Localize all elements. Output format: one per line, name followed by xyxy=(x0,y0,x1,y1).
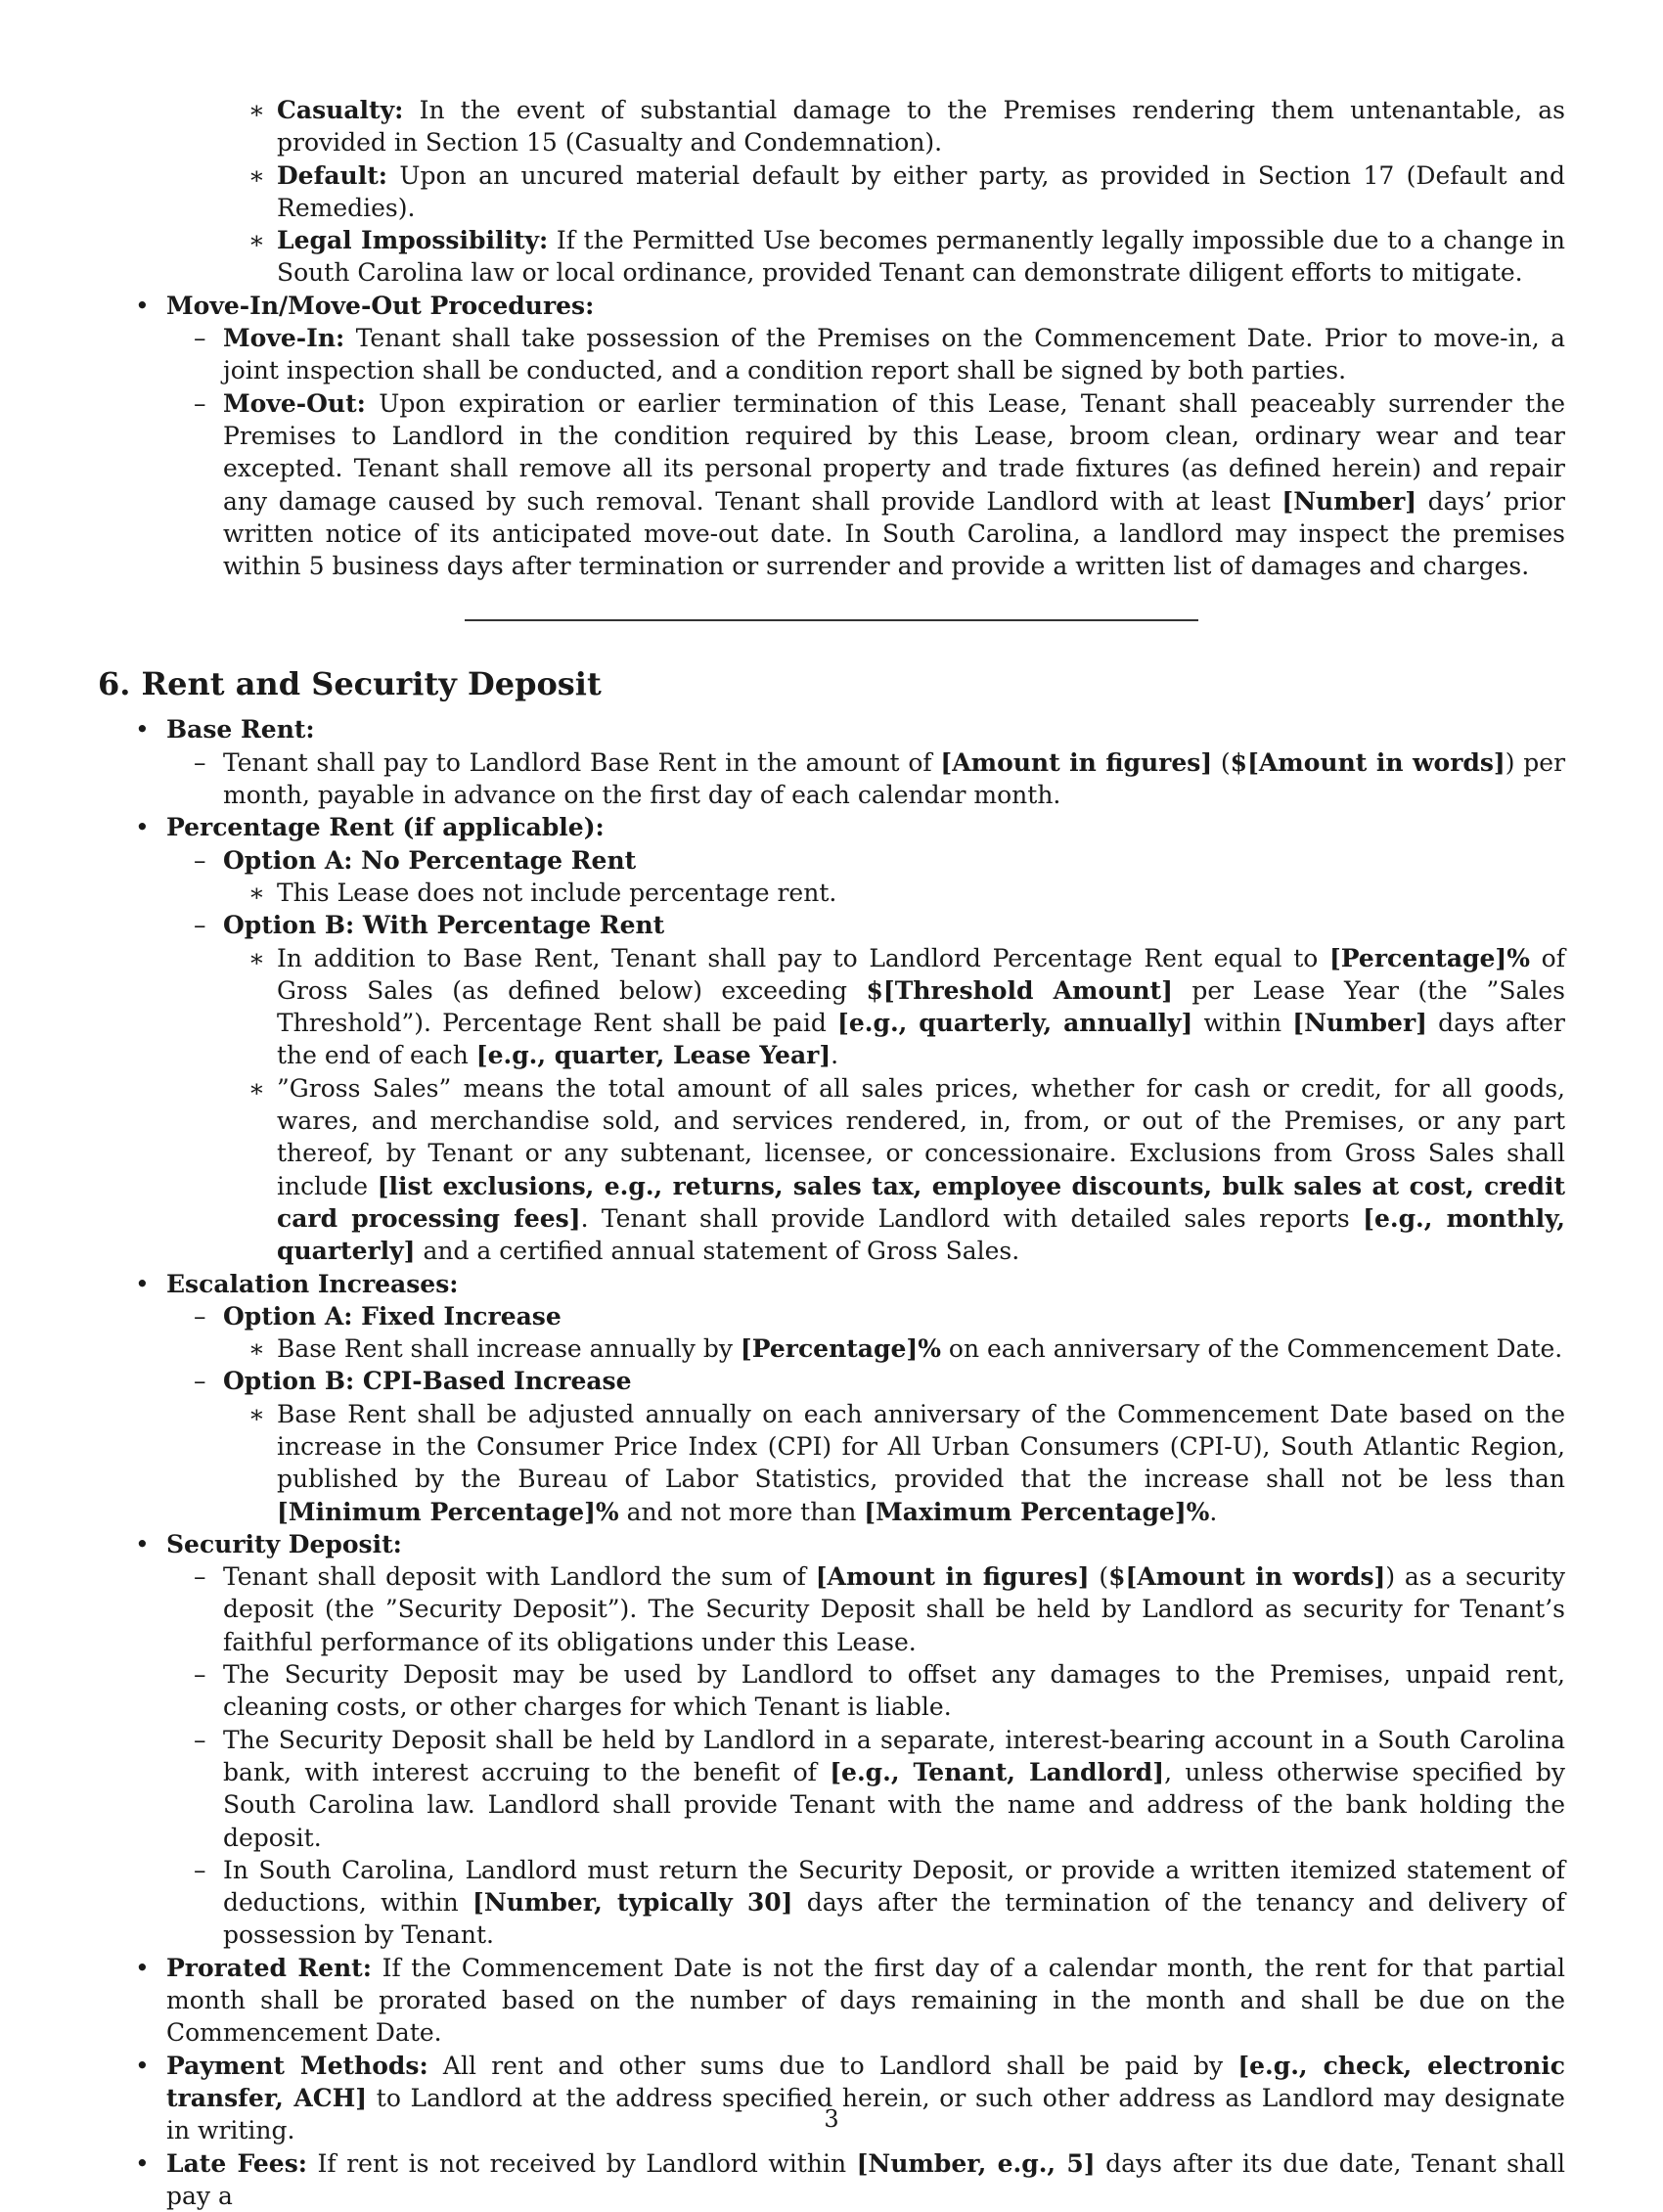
list-item xyxy=(98,2147,1565,2212)
placeholder-field: [Number] xyxy=(1292,1009,1427,1038)
item-text: In the event of substantial damage to the Premises rendering them untenantable, as provided in Section 15 (Casualty and Condemnation). xyxy=(277,96,1565,158)
item-label: Casualty: xyxy=(277,96,404,124)
placeholder-field: [Number, typically 30] xyxy=(472,1888,793,1918)
list-item xyxy=(98,844,1565,877)
item-text: Upon an uncured material default by either party, as provided in Section 17 (Default and Remedies). xyxy=(277,160,1565,222)
bullet-marker: • xyxy=(135,1953,150,1982)
placeholder-field: [e.g., quarter, Lease Year] xyxy=(475,1041,832,1070)
item-label: Escalation Increases: xyxy=(166,1269,459,1298)
item-text: Tenant shall deposit with Landlord the sum of xyxy=(223,1562,816,1592)
item-text: days after the end of each xyxy=(277,1009,1565,1070)
placeholder-field: [list exclusions, e.g., returns, sales tax, employee discounts, bulk sales at cost, credit card processing fees] xyxy=(277,1171,1565,1233)
item-label: Move-Out: xyxy=(223,388,366,418)
list-item xyxy=(98,290,1565,322)
item-text: Tenant shall take possession of the Premises on the Commencement Date. Prior to move-in, a joint inspection shall be conducted, and a condition report shall be signed by both parties. xyxy=(223,324,1565,385)
list-item xyxy=(98,1560,1565,1658)
dash-marker: – xyxy=(194,1301,206,1331)
placeholder-field: [Number, e.g., 5] xyxy=(856,2148,1096,2178)
placeholder-field: $[Amount in words] xyxy=(1108,1562,1386,1592)
star-marker: ∗ xyxy=(248,1073,265,1103)
item-text: The Security Deposit shall be held by Landlord in a separate, interest-bearing account in a South Carolina bank, with interest accruing to the benefit of xyxy=(223,1725,1565,1786)
item-label: Security Deposit: xyxy=(166,1529,402,1558)
dash-marker: – xyxy=(194,747,206,777)
list-item xyxy=(98,1528,1565,1560)
item-label: Option B: CPI-Based Increase xyxy=(223,1367,632,1396)
item-label: Legal Impossibility: xyxy=(277,226,549,255)
dash-marker: – xyxy=(194,1367,206,1396)
item-label: Option B: With Percentage Rent xyxy=(223,911,665,940)
item-text: on each anniversary of the Commencement Date. xyxy=(940,1334,1563,1364)
horizontal-divider xyxy=(465,619,1198,621)
placeholder-field: $[Threshold Amount] xyxy=(866,975,1173,1005)
document-page xyxy=(98,94,1565,2212)
item-text: . xyxy=(1209,1497,1218,1526)
item-label: Late Fees: xyxy=(166,2148,308,2178)
list-item xyxy=(98,1658,1565,1724)
placeholder-field: [Minimum Percentage]% xyxy=(277,1497,619,1526)
list-item xyxy=(98,909,1565,941)
bullet-marker: • xyxy=(135,1529,150,1558)
dash-marker: – xyxy=(194,388,206,418)
list-item xyxy=(98,877,1565,909)
list-item xyxy=(98,1398,1565,1528)
placeholder-field: [Percentage]% xyxy=(740,1334,941,1364)
item-text: within xyxy=(1192,1009,1293,1038)
item-text: ) as a security deposit (the ”Security Deposit”). The Security Deposit shall be held by Landlord as security for Tenant’s faithful performance of its obligations under this Lease. xyxy=(223,1562,1566,1656)
item-text: days’ prior written notice of its anticipated move-out date. In South Carolina, a landlord may inspect the premises within 5 business days after termination or surrender and provide a written list of damages and charges. xyxy=(223,486,1565,581)
list-item xyxy=(98,1854,1565,1952)
placeholder-field: [Amount in figures] xyxy=(940,747,1213,777)
item-text: . Tenant shall provide Landlord with detailed sales reports xyxy=(580,1203,1364,1233)
star-marker: ∗ xyxy=(248,943,265,972)
item-text: to Landlord at the address specified herein, or such other address as Landlord may designate in writing. xyxy=(166,2083,1565,2145)
item-label: Option A: No Percentage Rent xyxy=(223,845,637,875)
list-item xyxy=(98,159,1565,225)
item-text: days after its due date, Tenant shall pay a xyxy=(166,2148,1566,2210)
item-label: Move-In/Move-Out Procedures: xyxy=(166,291,595,320)
dash-marker: – xyxy=(194,1855,206,1884)
star-marker: ∗ xyxy=(248,1399,265,1428)
placeholder-field: [Maximum Percentage]% xyxy=(864,1497,1210,1526)
placeholder-field: [e.g., check, electronic transfer, ACH] xyxy=(166,2051,1565,2112)
list-item xyxy=(98,224,1565,290)
bullet-marker: • xyxy=(135,715,150,745)
item-text: In addition to Base Rent, Tenant shall pay to Landlord Percentage Rent equal to xyxy=(277,943,1329,972)
item-text: All rent and other sums due to Landlord shall be paid by xyxy=(442,2051,1238,2080)
dash-marker: – xyxy=(194,911,206,940)
section-heading: 6. Rent and Security Deposit xyxy=(98,665,602,703)
dash-marker: – xyxy=(194,1660,206,1690)
item-text: of Gross Sales (as defined below) exceeding xyxy=(277,943,1565,1005)
placeholder-field: [e.g., monthly, quarterly] xyxy=(277,1203,1565,1266)
bullet-marker: • xyxy=(135,1269,150,1298)
item-text: The Security Deposit may be used by Landlord to offset any damages to the Premises, unpaid rent, cleaning costs, or other charges for which Tenant is liable. xyxy=(223,1660,1565,1722)
item-label: Base Rent: xyxy=(166,715,315,745)
item-label: Prorated Rent: xyxy=(166,1953,372,1982)
item-text: If the Permitted Use becomes permanently legally impossible due to a change in South Carolina law or local ordinance, provided Tenant can demonstrate diligent efforts to mitigate. xyxy=(277,226,1565,288)
item-text: ”Gross Sales” means the total amount of all sales prices, whether for cash or credit, for all goods, wares, and merchandise sold, and services rendered, in, from, or out of the Premises, or any part thereof, by Tenant or any subtenant, licensee, or concessionaire. Exclusions from Gross Sales shall include xyxy=(277,1073,1565,1200)
star-marker: ∗ xyxy=(248,160,265,190)
bullet-marker: • xyxy=(135,291,150,320)
star-marker: ∗ xyxy=(248,96,265,124)
bullet-marker: • xyxy=(135,2051,150,2080)
star-marker: ∗ xyxy=(248,1334,265,1364)
item-text: ( xyxy=(1089,1562,1109,1592)
item-text: days after the termination of the tenancy and delivery of possession by Tenant. xyxy=(223,1888,1565,1950)
page-number: 3 xyxy=(824,2105,839,2133)
item-text: If the Commencement Date is not the first day of a calendar month, the rent for that partial month shall be prorated based on the number of days remaining in the month and shall be due on the Commencement Date. xyxy=(166,1953,1565,2048)
dash-marker: – xyxy=(194,324,206,353)
list-item xyxy=(98,1300,1565,1332)
list-item xyxy=(98,94,1565,159)
dash-marker: – xyxy=(194,1562,206,1592)
dash-marker: – xyxy=(194,845,206,875)
list-item xyxy=(98,1724,1565,1854)
star-marker: ∗ xyxy=(248,226,265,255)
list-item xyxy=(98,1072,1565,1268)
list-item xyxy=(98,1952,1565,2050)
item-text: If rent is not received by Landlord within xyxy=(317,2148,857,2178)
item-label: Payment Methods: xyxy=(166,2051,428,2080)
list-item xyxy=(98,811,1565,843)
item-label: Percentage Rent (if applicable): xyxy=(166,813,605,842)
placeholder-field: $[Amount in words] xyxy=(1230,747,1506,777)
list-item xyxy=(98,387,1565,583)
list-item xyxy=(98,1332,1565,1365)
item-text: This Lease does not include percentage rent. xyxy=(277,878,837,907)
list-item xyxy=(98,713,1565,745)
list-item xyxy=(98,942,1565,1072)
item-text: and a certified annual statement of Gross Sales. xyxy=(415,1237,1020,1266)
item-text: Base Rent shall increase annually by xyxy=(277,1334,741,1364)
bullet-marker: • xyxy=(135,2148,150,2178)
item-text: , unless otherwise specified by South Carolina law. Landlord shall provide Tenant with the name and address of the bank holding the deposit. xyxy=(223,1757,1565,1852)
placeholder-field: [Amount in figures] xyxy=(815,1562,1090,1592)
star-marker: ∗ xyxy=(248,878,265,907)
placeholder-field: [Number] xyxy=(1281,486,1417,516)
item-label: Default: xyxy=(277,160,387,190)
placeholder-field: [e.g., quarterly, annually] xyxy=(837,1009,1193,1038)
item-label: Move-In: xyxy=(223,324,345,353)
item-text: ( xyxy=(1212,747,1231,777)
list-item xyxy=(98,1268,1565,1300)
dash-marker: – xyxy=(194,1725,206,1754)
item-text: ) per month, payable in advance on the first day of each calendar month. xyxy=(223,747,1566,810)
list-item xyxy=(98,746,1565,812)
item-text: per Lease Year (the ”Sales Threshold”). Percentage Rent shall be paid xyxy=(277,975,1565,1038)
item-text: Tenant shall pay to Landlord Base Rent in the amount of xyxy=(223,747,941,777)
placeholder-field: [Percentage]% xyxy=(1328,943,1531,972)
item-text: In South Carolina, Landlord must return the Security Deposit, or provide a written itemized statement of deductions, within xyxy=(223,1855,1565,1918)
bullet-marker: • xyxy=(135,813,150,842)
list-item xyxy=(98,322,1565,387)
placeholder-field: [e.g., Tenant, Landlord] xyxy=(830,1757,1165,1786)
item-text: and not more than xyxy=(618,1497,865,1526)
list-item xyxy=(98,1365,1565,1397)
item-text: Upon expiration or earlier termination of this Lease, Tenant shall peaceably surrender the Premises to Landlord in the condition required by this Lease, broom clean, ordinary wear and tear excepted. Tenant shall remove all its personal property and trade fixtures (as defined herein) and repair any damage caused by such removal. Tenant shall provide Landlord with at least xyxy=(223,388,1565,516)
item-label: Option A: Fixed Increase xyxy=(223,1301,562,1331)
item-text: . xyxy=(831,1041,839,1070)
item-text: Base Rent shall be adjusted annually on each anniversary of the Commencement Date based on the increase in the Consumer Price Index (CPI) for All Urban Consumers (CPI-U), South Atlantic Region, published by the Bureau of Labor Statistics, provided that the increase shall not be less than xyxy=(277,1399,1565,1494)
